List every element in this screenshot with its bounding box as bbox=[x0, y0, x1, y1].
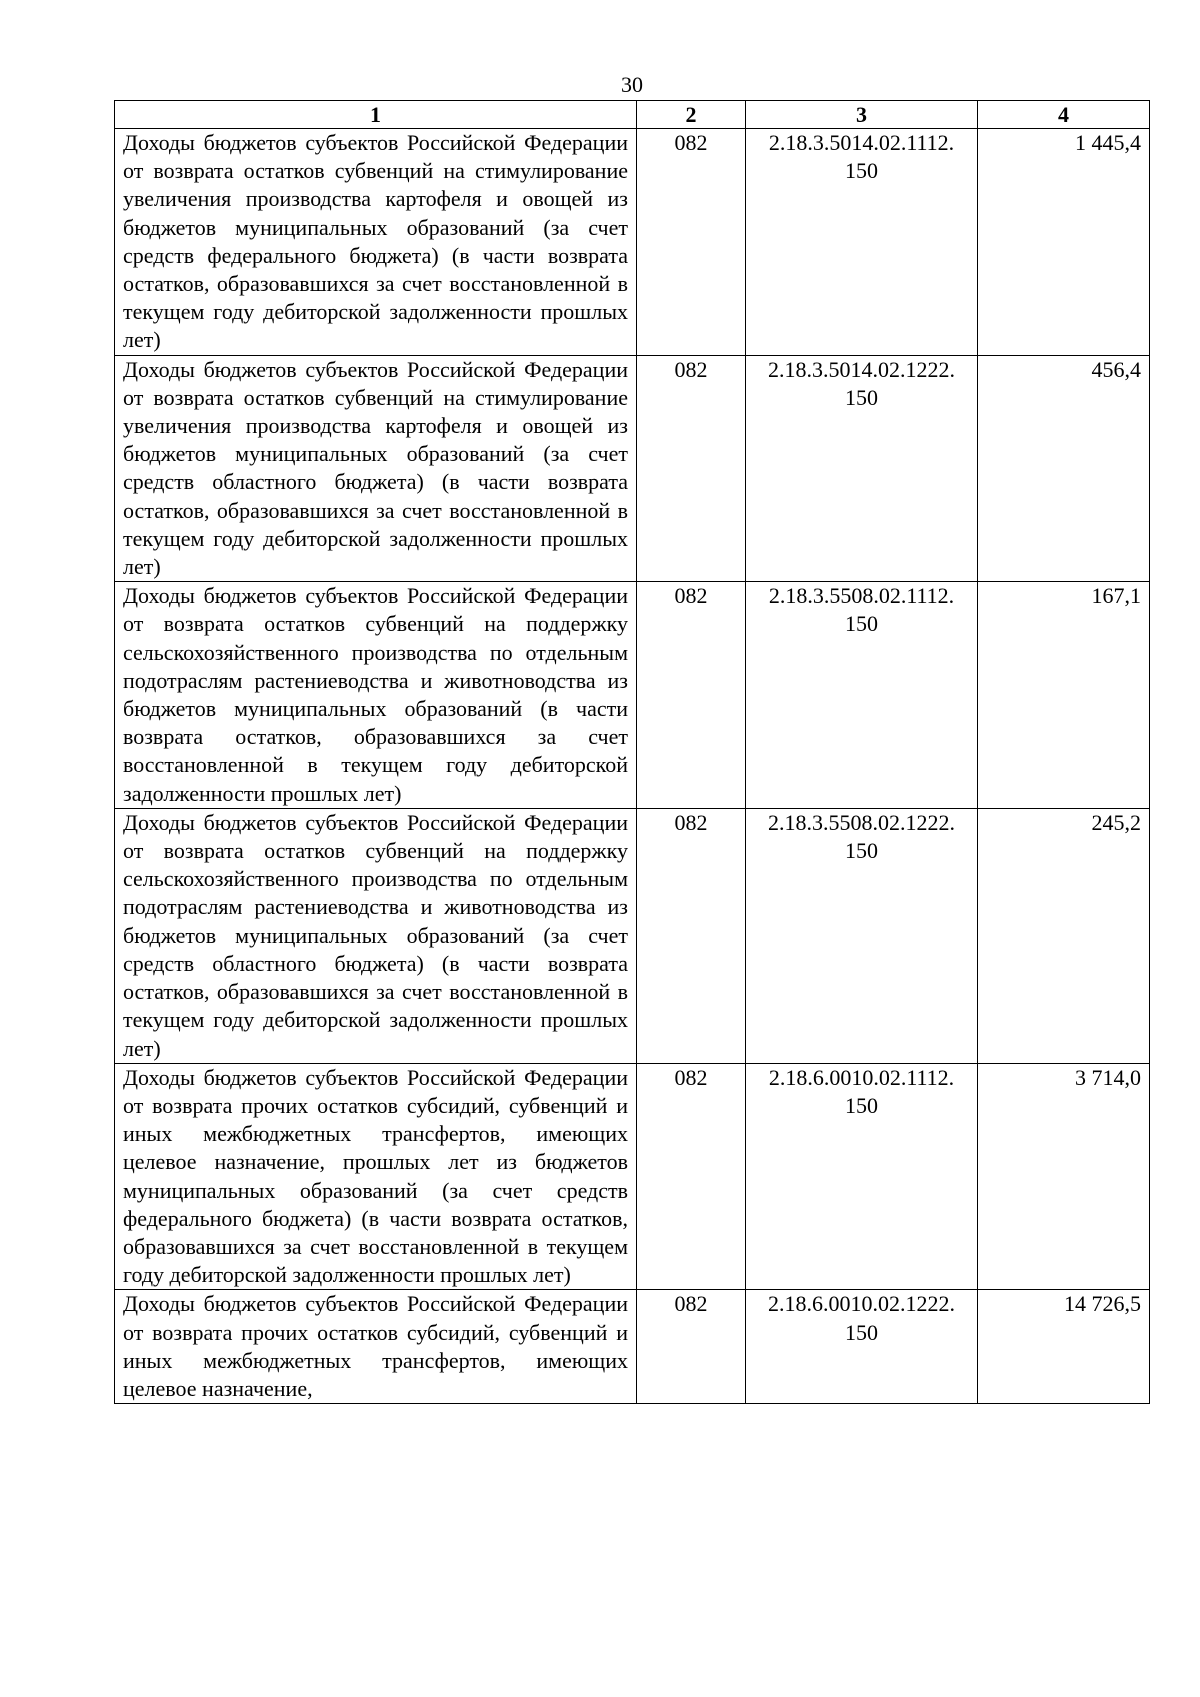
administrator-code: 082 bbox=[637, 355, 746, 582]
column-header-3: 3 bbox=[746, 101, 978, 129]
revenue-description: Доходы бюджетов субъектов Российской Федерации от возврата прочих остатков субсидий, субвенций и иных межбюджетных трансфертов, имеющих целевое назначение, прошлых лет из бюджетов муниципальных образований (за счет средств федерального бюджета) (в части возврата остатков, образовавшихся за счет восстановленной в текущем году дебиторской задолженности прошлых лет) bbox=[115, 1063, 637, 1290]
code-line-1: 2.18.3.5014.02.1112. bbox=[768, 130, 955, 155]
administrator-code: 082 bbox=[637, 582, 746, 809]
column-header-1: 1 bbox=[115, 101, 637, 129]
column-header-4: 4 bbox=[978, 101, 1150, 129]
revenue-description: Доходы бюджетов субъектов Российской Федерации от возврата остатков субвенций на стимулирование увеличения производства картофеля и овощей из бюджетов муниципальных образований (за счет средств федерального бюджета) (в части возврата остатков, образовавшихся за счет восстановленной в текущем году дебиторской задолженности прошлых лет) bbox=[115, 129, 637, 356]
table-row bbox=[115, 1290, 1150, 1404]
code-line-1: 2.18.3.5508.02.1222. bbox=[768, 809, 955, 835]
code-line-1: 2.18.3.5014.02.1222. bbox=[768, 356, 955, 382]
revenue-description: Доходы бюджетов субъектов Российской Федерации от возврата остатков субвенций на поддержку сельскохозяйственного производства по отдельным подотраслям растениеводства и животноводства из бюджетов муниципальных образований (в части возврата остатков, образовавшихся за счет восстановленной в текущем году дебиторской задолженности прошлых лет) bbox=[115, 582, 637, 809]
table-row bbox=[115, 582, 1150, 809]
code-line-2: 150 bbox=[845, 838, 878, 864]
code-line-1: 2.18.6.0010.02.1222. bbox=[768, 1291, 955, 1317]
table-row bbox=[115, 129, 1150, 356]
code-line-2: 150 bbox=[845, 611, 878, 637]
code-line-2: 150 bbox=[845, 158, 878, 184]
amount: 167,1 bbox=[978, 582, 1150, 809]
code-line-2: 150 bbox=[845, 1319, 878, 1345]
table-header-row bbox=[115, 101, 1150, 129]
administrator-code: 082 bbox=[637, 808, 746, 1063]
code-line-2: 150 bbox=[845, 384, 878, 410]
budget-classification-code bbox=[746, 355, 978, 582]
budget-classification-code bbox=[746, 129, 978, 356]
amount: 14 726,5 bbox=[978, 1290, 1150, 1404]
amount: 245,2 bbox=[978, 808, 1150, 1063]
amount: 3 714,0 bbox=[978, 1063, 1150, 1290]
administrator-code: 082 bbox=[637, 129, 746, 356]
budget-classification-code bbox=[746, 808, 978, 1063]
code-line-1: 2.18.3.5508.02.1112. bbox=[768, 583, 955, 609]
budget-classification-code bbox=[746, 1290, 978, 1404]
page-number: 30 bbox=[621, 72, 643, 97]
code-line-1: 2.18.6.0010.02.1112. bbox=[768, 1064, 955, 1090]
budget-revenue-table bbox=[114, 100, 1150, 1404]
budget-classification-code bbox=[746, 582, 978, 809]
budget-classification-code bbox=[746, 1063, 978, 1290]
administrator-code: 082 bbox=[637, 1290, 746, 1404]
code-line-2: 150 bbox=[845, 1092, 878, 1118]
amount: 456,4 bbox=[978, 355, 1150, 582]
revenue-description: Доходы бюджетов субъектов Российской Федерации от возврата остатков субвенций на стимулирование увеличения производства картофеля и овощей из бюджетов муниципальных образований (за счет средств областного бюджета) (в части возврата остатков, образовавшихся за счет восстановленной в текущем году дебиторской задолженности прошлых лет) bbox=[115, 355, 637, 582]
table-row bbox=[115, 808, 1150, 1063]
table-row bbox=[115, 355, 1150, 582]
administrator-code: 082 bbox=[637, 1063, 746, 1290]
table-row bbox=[115, 1063, 1150, 1290]
revenue-description: Доходы бюджетов субъектов Российской Федерации от возврата прочих остатков субсидий, субвенций и иных межбюджетных трансфертов, имеющих целевое назначение, bbox=[115, 1290, 637, 1404]
revenue-description: Доходы бюджетов субъектов Российской Федерации от возврата остатков субвенций на поддержку сельскохозяйственного производства по отдельным подотраслям растениеводства и животноводства из бюджетов муниципальных образований (за счет средств областного бюджета) (в части возврата остатков, образовавшихся за счет восстановленной в текущем году дебиторской задолженности прошлых лет) bbox=[115, 808, 637, 1063]
column-header-2: 2 bbox=[637, 101, 746, 129]
amount: 1 445,4 bbox=[978, 129, 1150, 356]
